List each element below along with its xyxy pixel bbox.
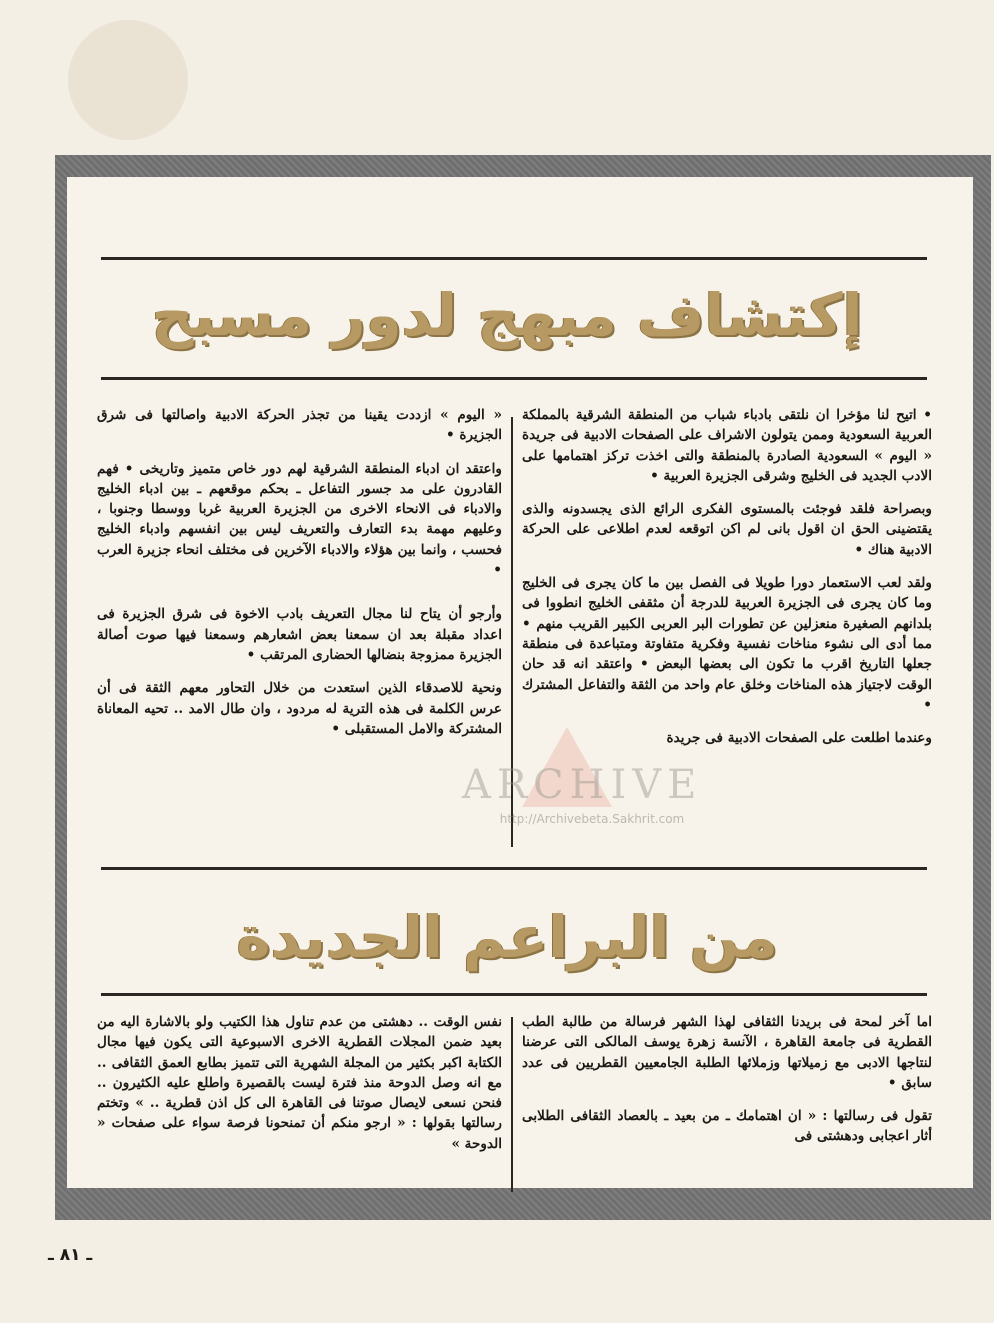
headline-2-rule <box>101 993 927 996</box>
article-page <box>67 177 973 1188</box>
page-number: ـ ٨١ ـ <box>48 1245 93 1265</box>
paragraph: نفس الوقت .. دهشتى من عدم تناول هذا الكتيب ولو بالاشارة اليه من بعيد ضمن المجلات القطرية الاخرى الاسبوعية التى يكون فيها مجال الكتابة اكبر بكثير من المجلة الشهرية التى تتميز بطابع العمق الثقافى .. مع انه وصل الدوحة منذ فترة ليست بالقصيرة واطلع عليه الكثيرون .. فنحن نسعى لايصال صوتنا فى القاهرة الى كل اذن قطرية .. » وتختم رسالتها بقولها : « ارجو منكم أن تمنحونا فرصة سواء على صفحات « الدوحة » <box>97 1014 502 1152</box>
article-2-left-column <box>97 1012 502 1167</box>
paragraph: اما آخر لمحة فى بريدنا الثقافى لهذا الشهر فرسالة من طالبة الطب القطرية فى جامعة القاهرة ، الآنسة زهرة يوسف المالكى التى عرضنا لنتاجها الادبى مع زميلاتها وزملائها الطلبة الجامعيين القطريين فى عدد سابق • <box>522 1014 932 1091</box>
paragraph: واعتقد ان ادباء المنطقة الشرقية لهم دور خاص متميز وتاريخى • فهم القادرون على مد جسور التفاعل ـ بحكم موقعهم ـ بين ادباء الخليج والادباء فى الانحاء الاخرى من الجزيرة العربية غربا ووسطا وجنوبا ، وعليهم مهمة بدء التعارف والتعريف ليس بين انفسهم وادباء الخليج فحسب ، وانما بين هؤلاء والادباء الآخرين فى مختلف انحاء جزيرة العرب • <box>97 460 502 579</box>
magazine-masthead <box>60 15 400 150</box>
paragraph: وعندما اطلعت على الصفحات الادبية فى جريدة <box>666 730 932 747</box>
section-rule <box>101 867 927 870</box>
paragraph: ولقد لعب الاستعمار دورا طويلا فى الفصل بين ما كان يجرى فى الخليج وما كان يجرى فى الجزيرة العربية للدرجة أن مثقفى الخليج انطووا فى بلدانهم الصغيرة منعزلين عن تطورات البر العربى الكبير القريب منهم • مما أدى الى نشوء مناخات نفسية وفكرية متفاوتة ومتباعدة فى منطقة جعلها التاريخ اقرب ما تكون الى بعضها البعض • واعتقد انه قد حان الوقت لاجتياز هذه المناخات وخلق عام واحد من الثقة والتفاعل المشترك • <box>522 575 932 713</box>
article-2-right-column <box>522 1012 932 1160</box>
paragraph: وأرجو أن يتاح لنا مجال التعريف بادب الاخوة فى شرق الجزيرة فى اعداد مقبلة بعد ان سمعنا بعض اشعارهم وسمعنا فيها صوت أصالة الجزيرة ممزوجة بنضالها الحضارى المرتقب • <box>97 606 502 663</box>
paragraph: • اتيح لنا مؤخرا ان نلتقى بادباء شباب من المنطقة الشرقية بالمملكة العربية السعودية وممن يتولون الاشراف على الصفحات الادبية فى جريدة « اليوم » السعودية الصادرة بالمنطقة والتى اخذت تركز اهتمامها على الادب الجديد فى الخليج وشرقى الجزيرة العربية • <box>522 407 932 484</box>
article-2-column-divider <box>511 1017 513 1192</box>
top-rule <box>101 257 927 260</box>
headline-1: إكتشاف مبهج لدور مسبح <box>151 281 863 349</box>
headline-2: من البراعم الجديدة <box>236 903 778 971</box>
paragraph: وبصراحة فلقد فوجئت بالمستوى الفكرى الرائع الذى يجسدونه والذى يقتضينى الحق ان اقول بانى لم اكن اتوقعه لعدم اطلاعى على الحركة الادبية هناك • <box>522 501 932 558</box>
headline-1-rule <box>101 377 927 380</box>
article-1-left-column <box>97 405 502 752</box>
paragraph: ونحية للاصدقاء الذين استعدت من خلال التحاور معهم الثقة فى أن عرس الكلمة فى هذه الترية له مردود ، وان طال الامد .. تحيه المعاناة المشتركة والامل المستقبلى • <box>97 680 502 737</box>
watermark-url: http://Archivebeta.Sakhrit.com <box>499 812 685 826</box>
magazine-logo <box>68 20 188 140</box>
paragraph: « اليوم » ازددت يقينا من تجذر الحركة الادبية واصالتها فى شرق الجزيرة • <box>97 407 502 444</box>
archive-watermark <box>462 707 702 827</box>
paragraph: تقول فى رسالتها : « ان اهتمامك ـ من بعيد ـ بالعصاد الثقافى الطلابى أثار اعجابى ودهشتى فى <box>522 1108 932 1145</box>
article-frame <box>55 155 991 1220</box>
watermark-text: ARCHIVE <box>462 762 703 808</box>
